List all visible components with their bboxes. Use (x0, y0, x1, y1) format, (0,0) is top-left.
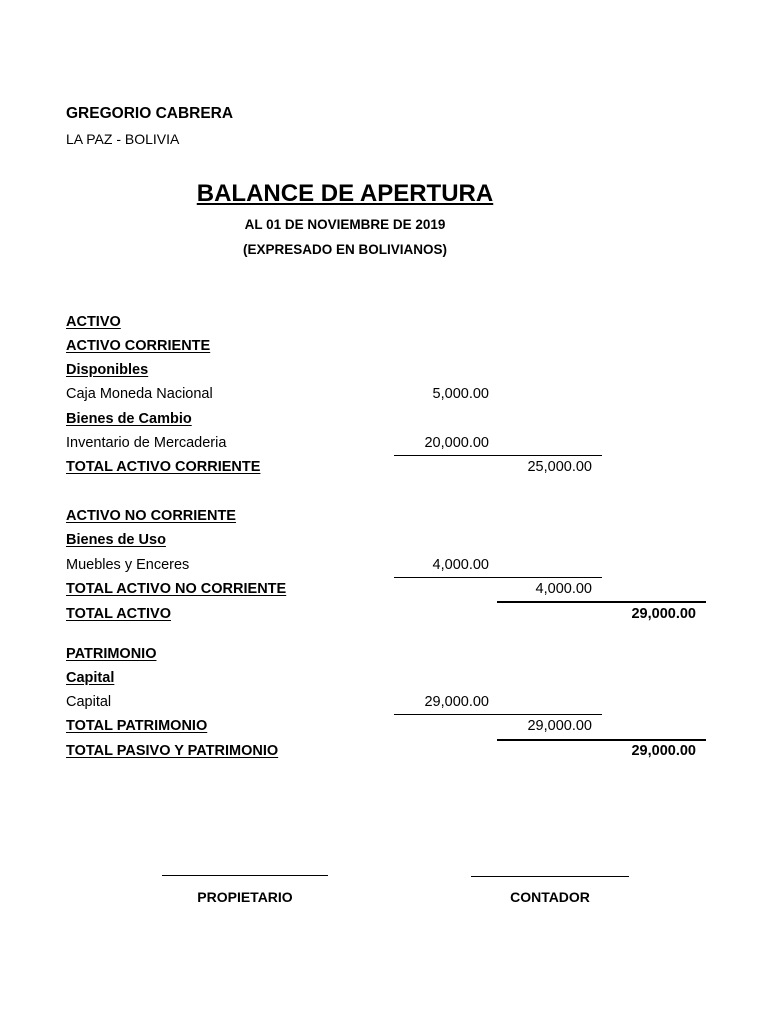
caja-value: 5,000.00 (432, 386, 489, 402)
muebles-value: 4,000.00 (432, 557, 489, 573)
activo-no-corriente-heading: ACTIVO NO CORRIENTE (66, 508, 236, 524)
total-activo-no-corriente-label: TOTAL ACTIVO NO CORRIENTE (66, 581, 287, 597)
total-pasivo-patrimonio-label: TOTAL PASIVO Y PATRIMONIO (66, 743, 279, 759)
capital-heading: Capital (66, 670, 115, 686)
total-patrimonio-label: TOTAL PATRIMONIO (66, 718, 208, 734)
total-rule (497, 601, 706, 603)
inventario-value: 20,000.00 (424, 435, 489, 451)
capital-value: 29,000.00 (424, 694, 489, 710)
activo-heading: ACTIVO (66, 314, 121, 330)
patrimonio-heading: PATRIMONIO (66, 646, 157, 662)
total-patrimonio-value: 29,000.00 (527, 718, 592, 734)
document-title: BALANCE DE APERTURA (196, 180, 494, 207)
caja-label: Caja Moneda Nacional (66, 386, 213, 402)
document-date: AL 01 DE NOVIEMBRE DE 2019 (244, 217, 446, 232)
currency-note: (EXPRESADO EN BOLIVIANOS) (242, 242, 448, 257)
activo-corriente-heading: ACTIVO CORRIENTE (66, 338, 211, 354)
subtotal-rule (394, 714, 602, 715)
disponibles-heading: Disponibles (66, 362, 149, 378)
capital-label: Capital (66, 694, 112, 710)
accountant-signature-line (471, 876, 629, 877)
inventario-label: Inventario de Mercaderia (66, 435, 227, 451)
company-location: LA PAZ - BOLIVIA (66, 131, 180, 147)
bienes-cambio-heading: Bienes de Cambio (66, 411, 192, 427)
owner-signature-line (162, 875, 328, 876)
bienes-uso-heading: Bienes de Uso (66, 532, 166, 548)
owner-signature-label: PROPIETARIO (197, 889, 293, 905)
total-pasivo-patrimonio-value: 29,000.00 (631, 743, 696, 759)
subtotal-rule (394, 577, 602, 578)
total-activo-value: 29,000.00 (631, 606, 696, 622)
total-activo-corriente-label: TOTAL ACTIVO CORRIENTE (66, 459, 261, 475)
company-name: GREGORIO CABRERA (66, 105, 234, 122)
accountant-signature-label: CONTADOR (510, 889, 590, 905)
muebles-label: Muebles y Enceres (66, 557, 190, 573)
total-rule (497, 739, 706, 741)
subtotal-rule (394, 455, 602, 456)
total-activo-no-corriente-value: 4,000.00 (535, 581, 592, 597)
total-activo-label: TOTAL ACTIVO (66, 606, 171, 622)
total-activo-corriente-value: 25,000.00 (527, 459, 592, 475)
